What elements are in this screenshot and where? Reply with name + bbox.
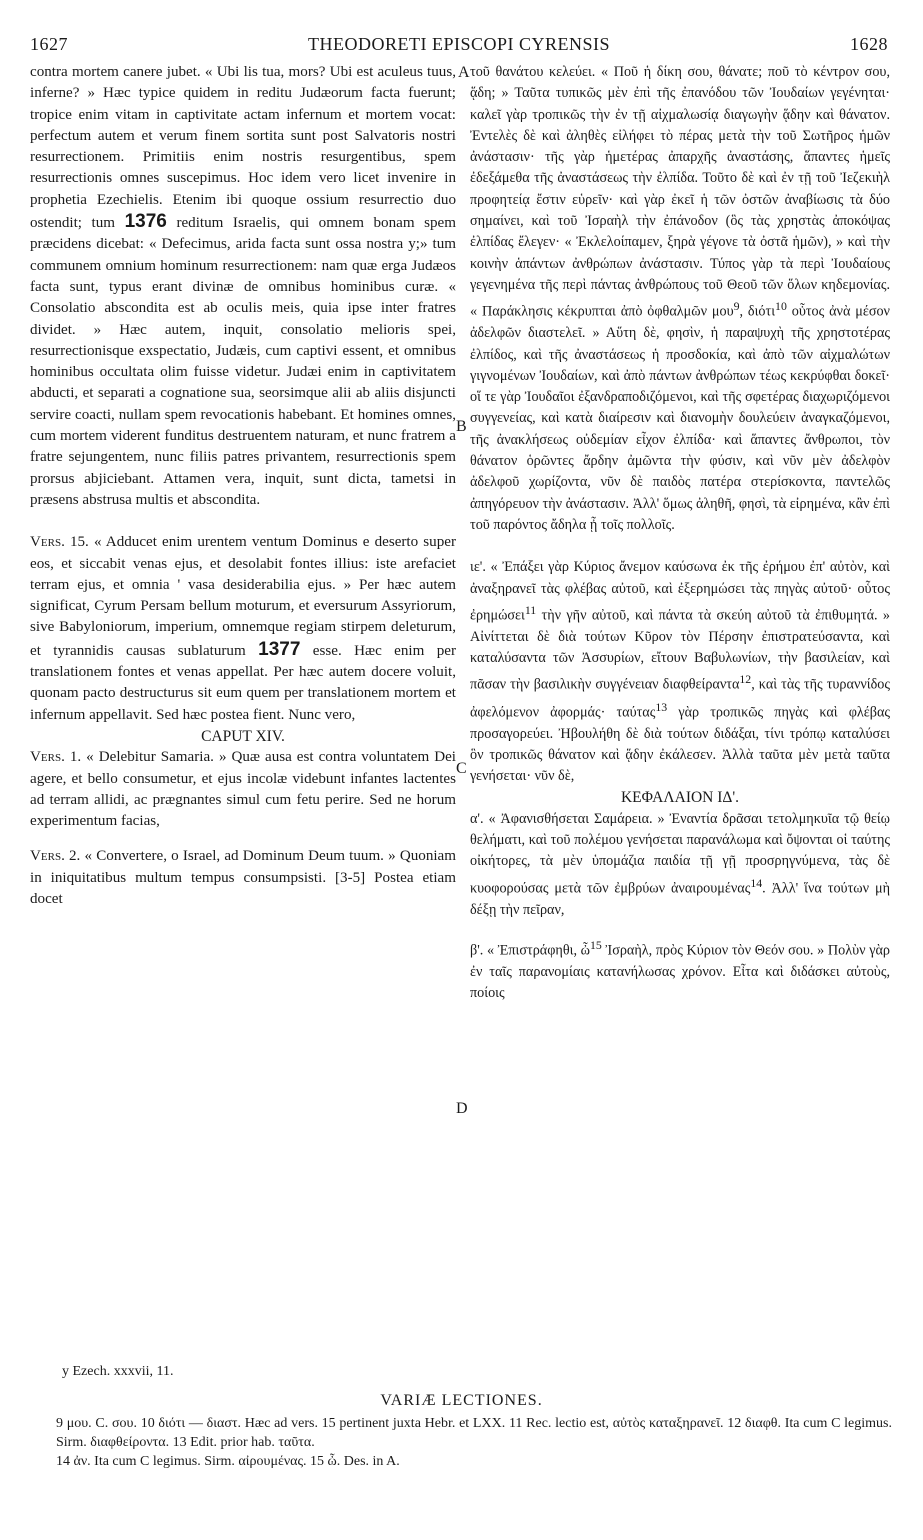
latin-paragraph: contra mortem canere jubet. « Ubi lis tua, mors? Ubi est aculeus tuus, inferne? » Hæc typice quidem in reditu Judæorum facta fuerunt; tropice enim vitam in captivitate actam infernum et mortem vocat: perfectum autem et verum finem sortita sunt post Salvatoris nostri resurrectionem. Primitiis enim nostris resurgentibus, spem resurrectionis omnes suscepimus. Hoc idem vero licet invenire in prophetia Ezechielis. Etenim ibi quoque ossium resurrectio duo ostendit; tum 1376 reditum Israelis, qui omnem bonam spem præcidens dicebat: « Defecimus, arida facta sunt ossa nostra y;» tum communem omnium hominum resurrectionem: nam quæ erga Judæos facta sunt, typus erant divinæ de omnibus hominibus curæ. « Consolatio abscondita est ab oculis meis, quia ipse inter fratres dividet. » Hæc autem, inquit, consolatio melioris spei, resurrectionisque exspectatio, Judæis, cum captivi essent, et omnibus hominibus occultata olim fuisse videtur. Judæi enim in captivitatem abducti, et separati a cognatione sua, seorsimque alii ab aliis disjuncti servire coacti, nullam spem revocationis habebant. Et homines omnes, cum mortem viderent funditus destruentem naturam, et nunc fratrem a fratre sejungentem, nunc filiis patres privantem, resurrectionis spem prorsus abjiciebant. Attamen vera, inquit, sunt dicta, tametsi in præsens abstrusa multis et abscondita. — [30, 64, 456, 508]
verse-label: Vers. 2. — [30, 848, 81, 865]
greek-paragraph: α'. « Ἀφανισθήσεται Σαμάρεια. » Ἐναντία δρᾶσαι τετολμηκυῖα τῷ θείῳ θελήματι, καὶ τοῦ πολέμου γενήσεται παρανάλωμα καὶ ὄψονται οἱ ταύτης οἰκήτορες, τὰ μὲν ὑπομάζια παιδία τῇ γῇ προσρηγνύμενα, τὰς δὲ κυοφορούσας μετὰ τῶν ἐμβρύων ἀναιρουμένας$^{14}$. Ἀλλ' ἵνα τούτων μὴ δέξῃ τὴν πεῖραν, — [470, 810, 890, 918]
footnote-marker: 13 — [655, 699, 668, 714]
variae-lectiones-title: VARIÆ LECTIONES. — [380, 1392, 543, 1409]
verse-label: Vers. 15. — [30, 534, 89, 551]
verse-label: Vers. 1. — [30, 749, 82, 766]
running-title: THEODORETI EPISCOPI CYRENSIS — [307, 34, 611, 54]
latin-paragraph: Vers. 1. « Delebitur Samaria. » Quæ ausa est contra voluntatem Dei agere, et bello consumetur, et ejus incolæ videbunt infantes lactentes ad terram allidi, ac prægnantes simul cum fetu perire. Sed ne horum experimentum facias, — [30, 749, 456, 830]
variae-lectiones — [56, 1414, 892, 1471]
variant-line: 14 ἀν. Ita cum C legimus. Sirm. αἰρουμένας. 15 ὦ. Des. in A. — [56, 1454, 400, 1469]
latin-paragraph: Vers. 15. « Adducet enim urentem ventum Dominus e deserto super eos, et siccabit venas ejus, et desolabit fontes illius: iste arefaciet terram ejus, et omnia ' vasa desiderabilia ejus. » Per hæc autem significat, Cyrum Persam bellum moturum, et eversurum Assyriorum, sive Babyloniorum, imperium, omnemque regiam stirpem deleturum, et tyrannidis causas sublaturum 1377 esse. Hæc enim per translationem fontes et venas appellat. Per hæc autem docere voluit, quonam pacto destructurus sit eum quem per translationem mortem et infernum appellavit. Sed hæc postea fient. Nunc vero, — [30, 534, 456, 723]
chapter-heading: ΚΕΦΑΛΑΙΟΝ ΙΔ'. — [620, 789, 740, 807]
footnote-marker: 15 — [590, 937, 602, 952]
latin-column — [30, 62, 456, 1362]
variant-line: 9 μου. C. σου. 10 διότι — διαστ. Hæc ad vers. 15 pertinent juxta Hebr. et LXX. 11 Rec. lectio est, αὐτὸς καταξηρανεῖ. 12 διαφθ. Ita cum C legimus. Sirm. διαφθείροντα. 13 Edit. prior hab. ταῦτα. — [56, 1416, 892, 1450]
greek-paragraph: β'. « Ἐπιστράφηθι, ὦ$^{15}$ Ἰσραὴλ, πρὸς Κύριον τὸν Θεόν σου. » Πολὺν γὰρ ἐν ταῖς παρανομίαις κατανήλωσας χρόνον. Εἶτα καὶ διδάσκει αὐτοὺς, ποίοις — [470, 937, 890, 1002]
column-number: 1377 — [258, 638, 301, 660]
page-number-right: 1628 — [850, 34, 888, 54]
footnote-marker: 11 — [524, 602, 537, 617]
margin-marker-b: B — [456, 418, 467, 435]
greek-column — [470, 62, 890, 1362]
greek-paragraph: τοῦ θανάτου κελεύει. « Ποῦ ἡ δίκη σου, θάνατε; ποῦ τὸ κέντρον σου, ᾅδη; » Ταῦτα τυπικῶς μὲν ἐπὶ τῆς ἐπανόδου τῶν Ἰουδαίων γεγένηται· καλεῖ γὰρ τροπικῶς τὴν ἐν τῇ αἰχμαλωσίᾳ διαγωγὴν ᾅδην καὶ θάνατον. Ἐντελὲς δὲ καὶ ἀληθὲς εἰλήφει τὸ πέρας μετὰ τὴν τοῦ Σωτῆρος ἡμῶν ἀνάστασιν· τῆς γὰρ ἡμετέρας ἀπαρχῆς ἀναστάσης, ἅπαντες ἡμεῖς ἐδεξάμεθα τῆς ἀναστάσεως τὴν ἐλπίδα. Τοῦτο δὲ καὶ ἐν τῇ τοῦ Ἰεζεκιὴλ προφητείᾳ ἔστιν εὑρεῖν· καὶ γὰρ ἐκεῖ ἡ τῶν ὀστῶν ἀναβίωσις τὰ δύο σημαίνει, καὶ τοῦ Ἰσραὴλ τὴν ἐπάνοδον (ὃς τὰς χρηστὰς ἀποκόψας ἐλπίδας ἔλεγεν· « Ἐκλελοίπαμεν, ξηρὰ γέγονε τὰ ὀστᾶ ἡμῶν), » καὶ τὴν κοινὴν ἁπάντων ἀνθρώπων ἀνάστασιν. Τύπος γὰρ τὰ περὶ Ἰουδαίους γεγενημένα τῆς περὶ πάντας ἀνθρώπους τοῦ Θεοῦ τῶν ὅλων κηδεμονίας. « Παράκλησις κέκρυπται ἀπὸ ὀφθαλμῶν μου$^9$, διότι$^{10}$ οὗτος ἀνὰ μέσον ἀδελφῶν διαστελεῖ. » Αὕτη δὲ, φησὶν, ἡ παραψυχὴ τῆς χρηστοτέρας ἐλπίδος, καὶ τῆς ἀναστάσεως ἡ προσδοκία, καὶ ἀπὸ τῶν αἰχμαλώτων γιγνομένων Ἰουδαίων, καὶ ἀπὸ πάντων ἀνθρώπων τέως κεκρύφθαι δοκεῖ· οἵ τε γὰρ Ἰουδαῖοι ἐξανδραποδιζόμενοι, καὶ τῆς σφετέρας διαχωριζόμενοι συγγενείας, καὶ κατὰ διαίρεσιν καὶ διανομὴν δουλεύειν ἀναγκαζόμενοι, τῆς ἀνακλήσεως οὐδεμίαν εἶχον ἐλπίδα· καὶ ἅπαντες ἄνθρωποι, τὸν θάνατον ὁρῶντες ἄρδην ἀμῶντα τὴν φύσιν, καὶ νῦν μὲν ἀδελφὸν ἀδελφοῦ χωρίζοντα, νῦν δὲ παιδὸς πατέρα στερίσκοντα, παντελῶς ἀπηγόρευον τὴν ἀνάστασιν. Ἀλλ' ὅμως ἀληθῆ, φησὶ, τὰ εἰρημένα, κἂν ἐπὶ τοῦ παρόντος ἄδηλα ᾖ τοῖς πολλοῖς. — [470, 64, 890, 533]
latin-paragraph: Vers. 2. « Convertere, o Israel, ad Dominum Deum tuum. » Quoniam in iniquitatibus multum tempus consumpsisti. [3-5] Postea etiam docet — [30, 848, 456, 907]
column-number: 1376 — [124, 211, 167, 233]
chapter-heading: CAPUT XIV. — [201, 727, 285, 745]
footnote-marker: 9 — [733, 299, 740, 314]
footnote-marker: 14 — [750, 875, 763, 890]
greek-paragraph: ιε'. « Ἐπάξει γὰρ Κύριος ἄνεμον καύσωνα ἐκ τῆς ἐρήμου ἐπ' αὐτὸν, καὶ ἀναξηρανεῖ τὰς φλέβας αὐτοῦ, καὶ ἐξερημώσει τὰς πηγὰς αὐτοῦ· οὗτος ἐρημώσει$^{11}$ τὴν γῆν αὐτοῦ, καὶ πάντα τὰ σκεύη αὐτοῦ τὰ ἐπιθυμητά. » Αἰνίττεται δὲ διὰ τούτων Κῦρον τὸν Πέρσην ἐπιστρατεύσαντα, καὶ καταλύσαντα τῶν Ἀσσυρίων, εἴτουν Βαβυλωνίων, τὴν βασιλείαν, καὶ πᾶσαν τὴν βασιλικὴν συγγένειαν διαφθείραντα$^{12}$, καὶ τὰς τῆς τυραννίδος ἀφελόμενον ἀφορμάς· ταύτας$^{13}$ γὰρ τροπικῶς πηγὰς καὶ φλέβας προσαγορεύει. Ἠβουλήθη δὲ διὰ τούτων διδάξαι, τίνι τρόπῳ καταλύσει ὃν τροπικῶς θάνατον καὶ ᾅδην ἐκάλεσεν. Ἀλλὰ ταῦτα μὲν μετὰ ταῦτα γενήσεται· νῦν δὲ, — [470, 559, 890, 785]
footnote-reference: y Ezech. xxxvii, 11. — [62, 1364, 174, 1379]
footnote-marker: 10 — [775, 299, 787, 314]
page-header — [30, 34, 888, 58]
margin-marker-d: D — [456, 1100, 468, 1117]
margin-marker-a: A — [458, 64, 470, 81]
page-number-left: 1627 — [30, 34, 68, 54]
footnote-marker: 12 — [739, 672, 752, 687]
margin-marker-c: C — [456, 760, 467, 777]
